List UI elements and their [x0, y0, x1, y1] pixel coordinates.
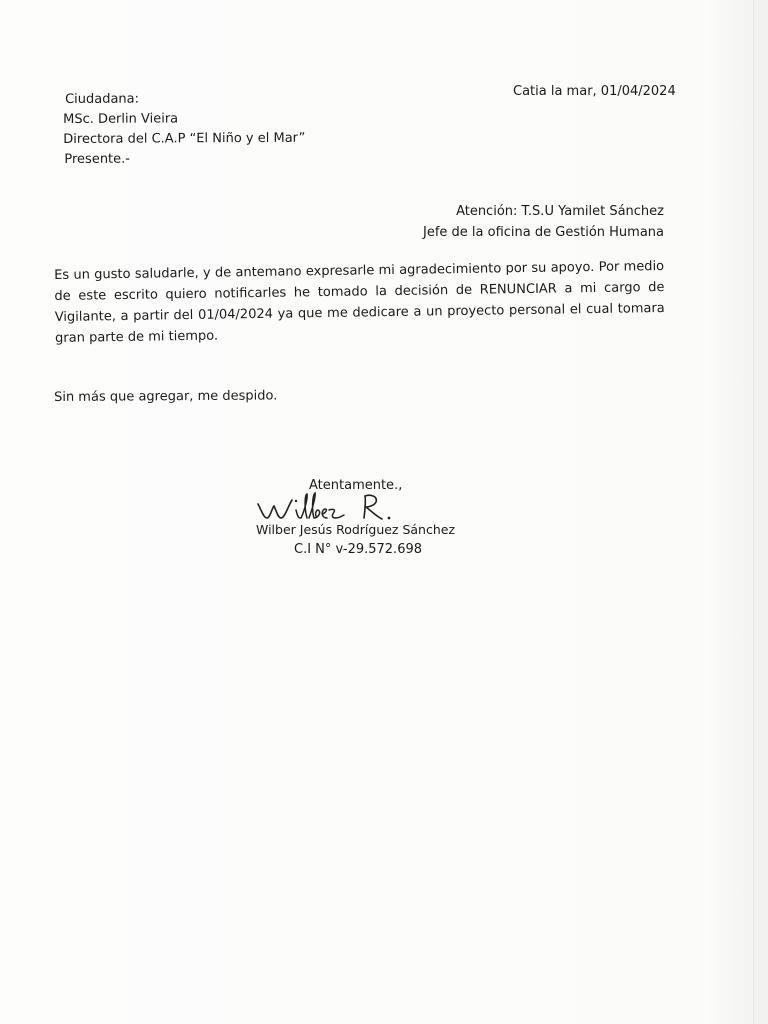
letter-body: Es un gusto saludarle, y de antemano expresarle mi agradecimiento por su apoyo. Por medio de este escrito quiero notificarles he tomado la decisión de RENUNCIAR a mi cargo de Vigilante, a partir del 01/04/2024 ya que me dedicare a un proyecto personal el cual tomara gran parte de mi tiempo.: [54, 258, 665, 346]
attention-block: [423, 201, 664, 243]
signer-name: Wilber Jesús Rodríguez Sánchez: [256, 522, 456, 537]
sign-off: Atentamente.,: [309, 478, 403, 493]
recipient-block: [63, 89, 305, 170]
attention-line-2: Jefe de la oficina de Gestión Humana: [423, 225, 664, 240]
attention-line-1: Atención: T.S.U Yamilet Sánchez: [456, 204, 664, 219]
recipient-presente: Presente.-: [64, 151, 131, 167]
closing-line: Sin más que agregar, me despido.: [54, 388, 278, 405]
paper-edge: [753, 0, 754, 1024]
place-date: Catia la mar, 01/04/2024: [513, 84, 676, 99]
signer-id: C.I N° v-29.572.698: [294, 542, 423, 557]
recipient-salutation: Ciudadana:: [65, 91, 140, 107]
recipient-name: MSc. Derlin Vieira: [63, 111, 179, 127]
recipient-title: Directora del C.A.P “El Niño y el Mar”: [63, 130, 306, 147]
